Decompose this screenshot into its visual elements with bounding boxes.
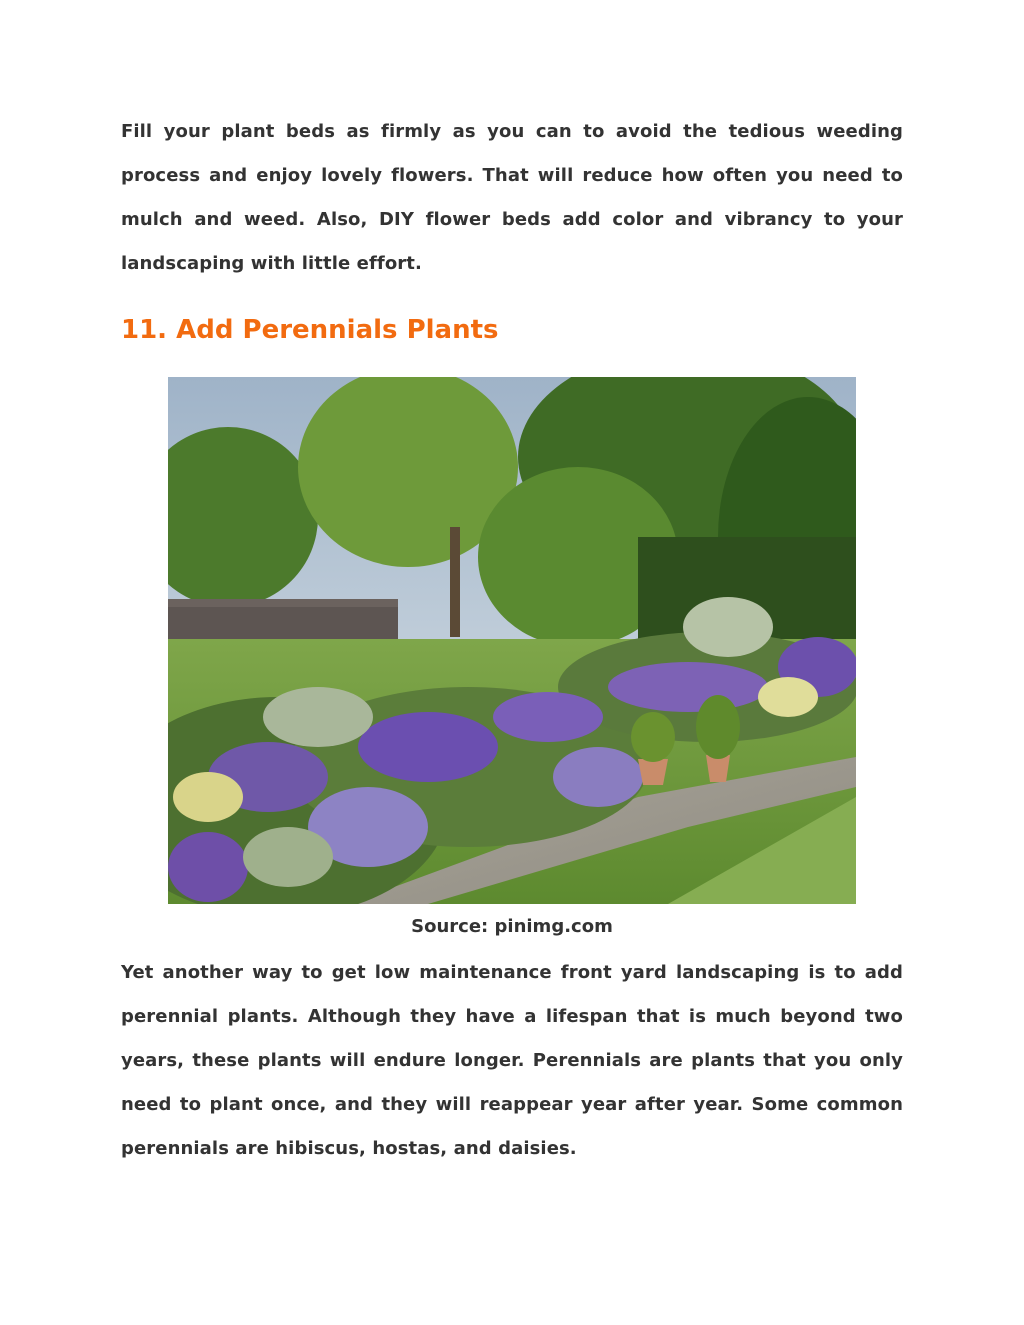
body-paragraph: Yet another way to get low maintenance front yard landscaping is to add perennial plants. Although they have a lifespan that is much beyond two years, these plants will endure longer. Perennials are plants that you only need to plant once, and they will reappear year after year. Some common perennials are hibiscus, hostas, and daisies. xyxy=(121,962,903,1159)
image-caption: Source: pinimg.com xyxy=(411,916,613,937)
garden-photo xyxy=(168,377,856,904)
intro-paragraph: Fill your plant beds as firmly as you can to avoid the tedious weeding process and enjoy lovely flowers. That will reduce how often you need to mulch and weed. Also, DIY flower beds add color and vibrancy to your landscaping with little effort. xyxy=(121,121,903,274)
section-heading: 11. Add Perennials Plants xyxy=(121,315,499,345)
